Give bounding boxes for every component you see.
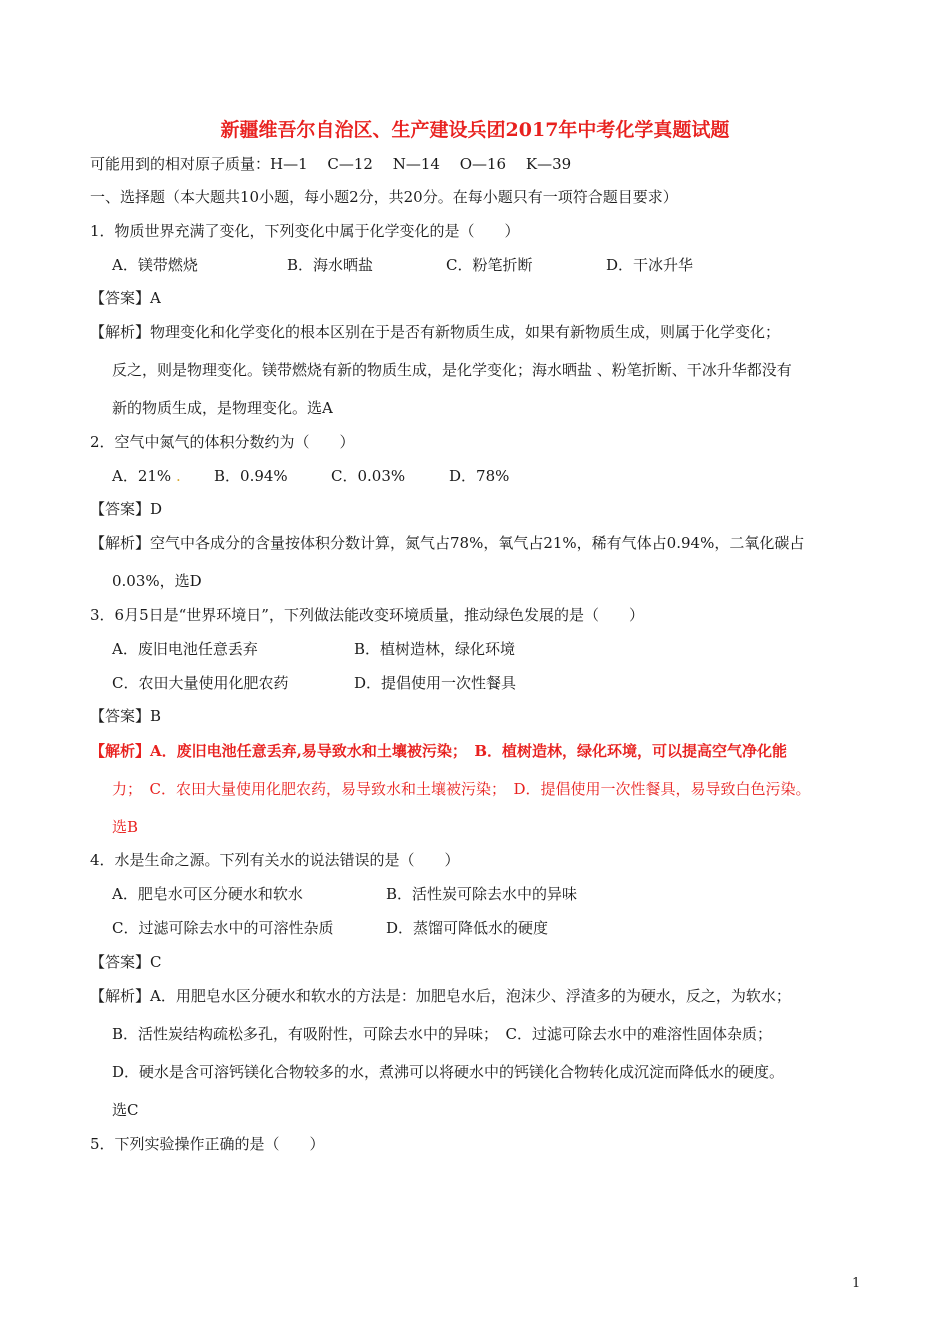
question-4-stem: 4．水是生命之源。下列有关水的说法错误的是（ ） <box>90 851 460 869</box>
question-1-analysis-line: 【解析】物理变化和化学变化的根本区别在于是否有新物质生成，如果有新物质生成，则属于化学变化； <box>90 323 781 341</box>
question-4-answer: 【答案】C <box>90 953 162 971</box>
question-2-analysis-line: 【解析】空气中各成分的含量按体积分数计算，氮气占78%，氧气占21%，稀有气体占0.94%，二氧化碳占 <box>90 534 805 552</box>
question-2-option-c: C．0.03% <box>331 467 406 485</box>
question-1-analysis-line: 反之，则是物理变化。镁带燃烧有新的物质生成，是化学变化；海水晒盐 、粉笔折断、干冰升华都没有 <box>112 361 792 379</box>
question-3-option-a: A．废旧电池任意丢弃 <box>112 640 258 658</box>
question-3-analysis-line: 选B <box>112 818 139 836</box>
question-1-analysis-line: 新的物质生成，是物理变化。选A <box>112 399 333 417</box>
question-2-stem: 2．空气中氮气的体积分数约为（ ） <box>90 433 355 451</box>
question-2-option-a: A．21% . <box>112 467 181 485</box>
question-2-option-d: D．78% <box>449 467 510 485</box>
question-5-stem: 5．下列实验操作正确的是（ ） <box>90 1135 325 1153</box>
question-2-answer: 【答案】D <box>90 500 163 518</box>
stray-dot-mark: . <box>171 467 181 485</box>
question-4-analysis-line: 【解析】A．用肥皂水区分硬水和软水的方法是：加肥皂水后，泡沫少、浮渣多的为硬水，反之，为软水； <box>90 987 791 1005</box>
section-heading: 一、选择题（本大题共10小题，每小题2分，共20分。在每小题只有一项符合题目要求） <box>90 188 678 206</box>
question-1-option-a: A．镁带燃烧 <box>112 256 198 274</box>
question-3-option-b: B．植树造林，绿化环境 <box>354 640 516 658</box>
atomic-masses: 可能用到的相对原子质量：H—1 C—12 N—14 O—16 K—39 <box>90 155 572 173</box>
question-3-option-c: C．农田大量使用化肥农药 <box>112 674 289 692</box>
question-3-analysis-line: 【解析】A．废旧电池任意丢弃,易导致水和土壤被污染； B．植树造林，绿化环境，可以提高空气净化能 <box>90 742 788 760</box>
question-4-option-a: A．肥皂水可区分硬水和软水 <box>112 885 303 903</box>
question-3-analysis-line: 力； C．农田大量使用化肥农药，易导致水和土壤被污染； D．提倡使用一次性餐具，易导致白色污染。 <box>112 780 811 798</box>
question-1-stem: 1．物质世界充满了变化，下列变化中属于化学变化的是（ ） <box>90 222 520 240</box>
question-4-analysis-line: 选C <box>112 1101 139 1119</box>
question-1-answer: 【答案】A <box>90 289 161 307</box>
page-title: 新疆维吾尔自治区、生产建设兵团2017年中考化学真题试题 <box>220 119 730 141</box>
question-2-analysis-line: 0.03%，选D <box>112 572 202 590</box>
question-3-option-d: D．提倡使用一次性餐具 <box>354 674 517 692</box>
question-1-option-c: C．粉笔折断 <box>446 256 533 274</box>
question-4-analysis-line: D．硬水是含可溶钙镁化合物较多的水，煮沸可以将硬水中的钙镁化合物转化成沉淀而降低水的硬度。 <box>112 1063 785 1081</box>
question-4-option-d: D．蒸馏可降低水的硬度 <box>386 919 549 937</box>
question-4-option-c: C．过滤可除去水中的可溶性杂质 <box>112 919 334 937</box>
question-3-stem: 3．6月5日是“世界环境日”，下列做法能改变环境质量，推动绿色发展的是（ ） <box>90 606 644 624</box>
question-1-option-d: D．干冰升华 <box>606 256 694 274</box>
question-1-option-b: B．海水晒盐 <box>287 256 374 274</box>
question-2-option-b: B．0.94% <box>214 467 288 485</box>
question-4-option-b: B．活性炭可除去水中的异味 <box>386 885 578 903</box>
question-4-analysis-line: B．活性炭结构疏松多孔，有吸附性，可除去水中的异味； C．过滤可除去水中的难溶性固体杂质； <box>112 1025 773 1043</box>
question-3-answer: 【答案】B <box>90 707 162 725</box>
page-number: 1 <box>852 1276 861 1291</box>
